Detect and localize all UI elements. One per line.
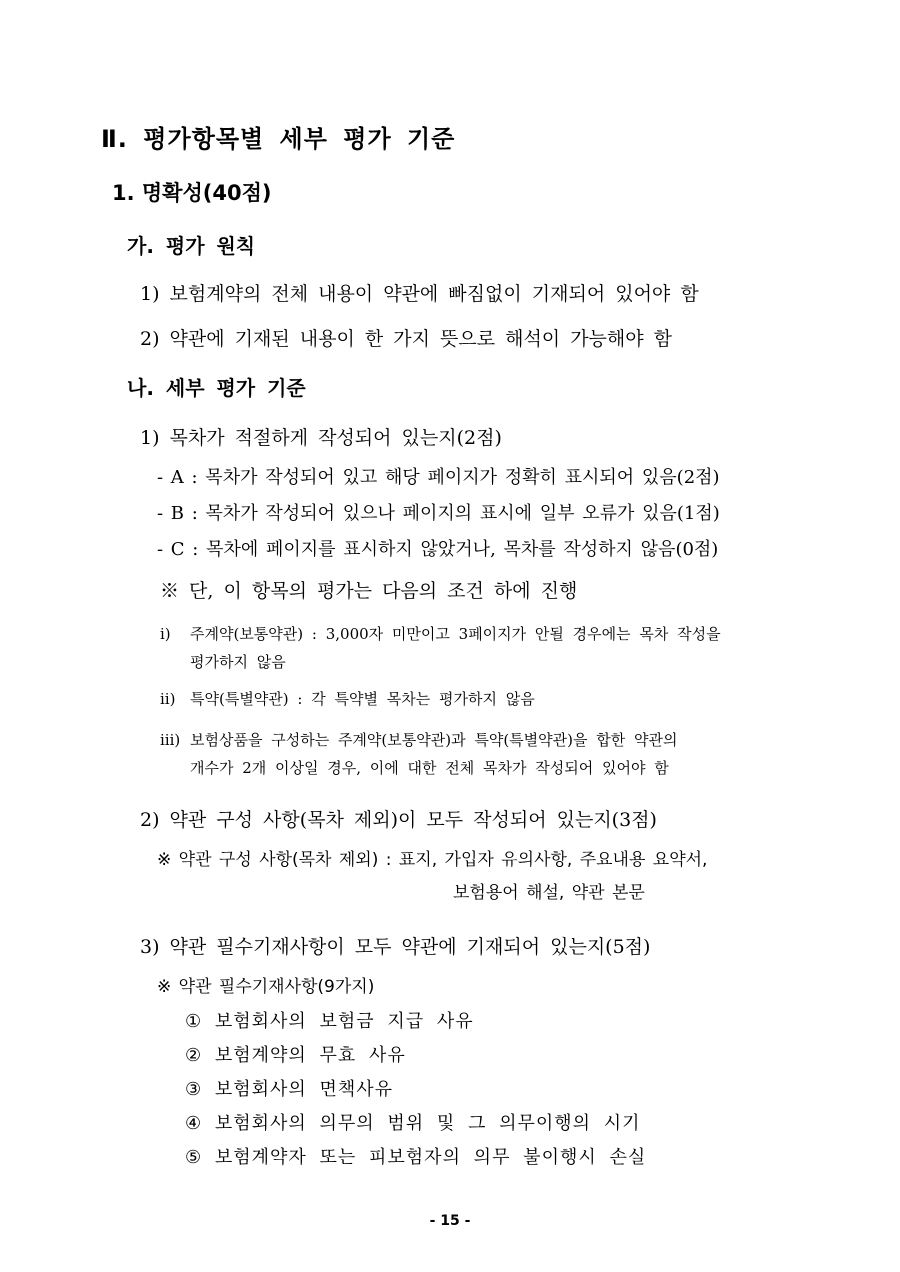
grade-item: - A : 목차가 작성되어 있고 해당 페이지가 정확히 표시되어 있음(2점) (157, 467, 720, 488)
required-item: ① 보험회사의 보험금 지급 사유 (185, 1011, 474, 1032)
condition-text: 보험상품을 구성하는 주계약(보통약관)과 특약(특별약관)을 합한 약관의 (190, 731, 678, 749)
condition-note: ※ 단, 이 항목의 평가는 다음의 조건 하에 진행 (160, 580, 578, 602)
condition-text: 평가하지 않음 (190, 653, 286, 671)
condition-marker: ⅰ) (160, 625, 171, 643)
condition-text: 주계약(보통약관) : 3,000자 미만이고 3페이지가 안될 경우에는 목차 작성을 (190, 625, 721, 643)
heading-evaluation-principles: 가. 평가 원칙 (127, 234, 256, 258)
condition-text: 개수가 2개 이상일 경우, 이에 대한 전체 목차가 작성되어 있어야 함 (190, 759, 669, 777)
required-item: ④ 보험회사의 의무의 범위 및 그 의무이행의 시기 (185, 1113, 641, 1134)
heading-detailed-criteria: 나. 세부 평가 기준 (127, 376, 306, 400)
required-item: ② 보험계약의 무효 사유 (185, 1045, 406, 1066)
composition-note: ※ 약관 구성 사항(목차 제외) : 표지, 가입자 유의사항, 주요내용 요약서, (157, 850, 708, 870)
page-number: - 15 - (429, 1213, 471, 1229)
composition-note-cont: 보험용어 해설, 약관 본문 (453, 883, 645, 903)
condition-marker: ⅱ) (160, 690, 176, 708)
principle-item: 1) 보험계약의 전체 내용이 약관에 빠짐없이 기재되어 있어야 함 (140, 283, 699, 305)
condition-marker: ⅲ) (160, 731, 181, 749)
subsection-title: 1. 명확성(40점) (112, 181, 272, 205)
grade-item: - B : 목차가 작성되어 있으나 페이지의 표시에 일부 오류가 있음(1점) (157, 503, 720, 524)
required-items-note: ※ 약관 필수기재사항(9가지) (157, 977, 375, 997)
criterion-title: 2) 약관 구성 사항(목차 제외)이 모두 작성되어 있는지(3점) (140, 809, 657, 831)
criterion-title: 3) 약관 필수기재사항이 모두 약관에 기재되어 있는지(5점) (140, 936, 651, 958)
section-title: Ⅱ. 평가항목별 세부 평가 기준 (101, 125, 456, 153)
principle-item: 2) 약관에 기재된 내용이 한 가지 뜻으로 해석이 가능해야 함 (140, 328, 673, 350)
condition-text: 특약(특별약관) : 각 특약별 목차는 평가하지 않음 (190, 690, 535, 708)
criterion-title: 1) 목차가 적절하게 작성되어 있는지(2점) (140, 427, 502, 449)
grade-item: - C : 목차에 페이지를 표시하지 않았거나, 목차를 작성하지 않음(0점) (157, 539, 719, 560)
required-item: ⑤ 보험계약자 또는 피보험자의 의무 불이행시 손실 (185, 1147, 647, 1168)
required-item: ③ 보험회사의 면책사유 (185, 1079, 394, 1100)
